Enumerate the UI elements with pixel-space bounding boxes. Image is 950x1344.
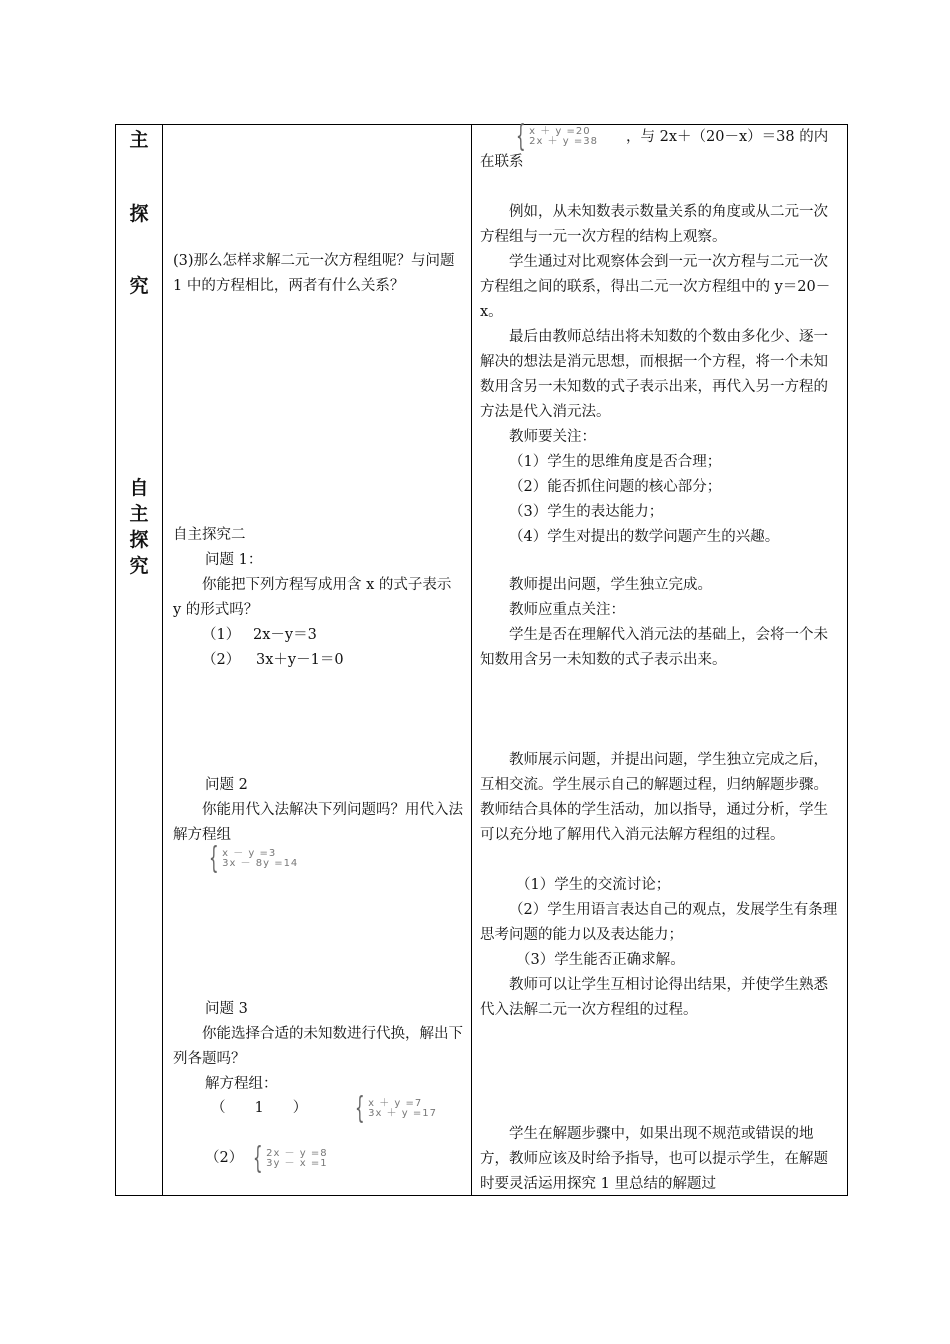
- system-equation: x ＋ y =20: [529, 126, 591, 137]
- paragraph: 教师提出问题，学生独立完成。: [509, 577, 712, 593]
- paragraph: 教师可以让学生互相讨论得出结果，并使学生熟悉代入法解二元一次方程组的过程。: [480, 977, 828, 1018]
- system-equation: 2x － y =8: [266, 1148, 328, 1159]
- equation-system: [355, 1091, 437, 1126]
- problem-3-text: 你能选择合适的未知数进行代换，解出下列各题吗？: [173, 1026, 463, 1067]
- system-equation: 2x ＋ y =38: [529, 136, 598, 147]
- equation-label: （2）: [205, 1150, 244, 1166]
- list-item: （1）学生的交流讨论；: [516, 877, 671, 893]
- paragraph: 学生在解题步骤中，如果出现不规范或错误的地方，教师应该及时给予指导，也可以提示学生，在解题时要灵活运用探究 1 里总结的解题过: [480, 1126, 828, 1192]
- equation-label: （1）: [202, 627, 241, 643]
- brace-icon: {: [516, 119, 526, 154]
- problem-1-title: 问题 1：: [205, 552, 263, 568]
- section-label-char: 究: [129, 555, 149, 577]
- list-item: （3）学生能否正确求解。: [516, 952, 685, 968]
- section-label-char: 主: [129, 129, 149, 151]
- question-column: [173, 125, 463, 1195]
- equation-label: （ 1 ）: [211, 1100, 308, 1116]
- system-equation: x － y =3: [222, 848, 277, 859]
- section-label-char: 自: [129, 477, 149, 499]
- problem-2-title: 问题 2: [205, 777, 248, 793]
- problem-1-text: 你能把下列方程写成用含 x 的式子表示 y 的形式吗？: [173, 577, 452, 618]
- system-equation: 3x － 8y =14: [222, 858, 299, 869]
- paragraph: 学生是否在理解代入消元法的基础上，会将一个未知数用含另一未知数的式子表示出来。: [480, 627, 828, 668]
- section-label-char: 探: [129, 203, 149, 225]
- focus-item: （2）能否抓住问题的核心部分；: [509, 479, 722, 495]
- equation-system: [209, 841, 299, 876]
- section-label-char: 探: [129, 529, 149, 551]
- section-label-char: 究: [129, 275, 149, 297]
- equation-1: 2x－y＝3: [253, 627, 317, 643]
- focus-item: （1）学生的思维角度是否合理；: [509, 454, 722, 470]
- paragraph: 教师应重点关注：: [509, 602, 625, 618]
- brace-icon: {: [253, 1141, 263, 1176]
- problem-2-text: 你能用代入法解决下列问题吗？用代入法解方程组: [173, 802, 463, 843]
- solve-label: 解方程组：: [205, 1076, 278, 1092]
- paragraph: 教师展示问题，并提出问题，学生独立完成之后，互相交流。学生展示自己的解题过程，归纳解题步骤。教师结合具体的学生活动，加以指导，通过分析，学生可以充分地了解用代入消元法解方程组的过程。: [480, 752, 828, 843]
- relation-text: ，与 2x＋（20－x）＝38 的内: [626, 129, 829, 145]
- relation-text: 在联系: [480, 154, 524, 170]
- paragraph: 学生通过对比观察体会到一元一次方程与二元一次方程组之间的联系，得出二元一次方程组中的 y＝20－x。: [480, 254, 831, 320]
- lesson-table: [115, 119, 848, 1196]
- system-equation: 3x ＋ y =17: [368, 1108, 437, 1119]
- equation-label: （2）: [202, 652, 241, 668]
- focus-item: （3）学生的表达能力；: [509, 504, 664, 520]
- system-equation: x ＋ y =7: [368, 1098, 423, 1109]
- section-label-column: [116, 125, 162, 1195]
- system-equation: 3y － x =1: [266, 1158, 328, 1169]
- focus-item: （4）学生对提出的数学问题产生的兴趣。: [509, 529, 780, 545]
- paragraph: 最后由教师总结出将未知数的个数由多化少、逐一解决的想法是消元思想，而根据一个方程，将一个未知数用含另一未知数的式子表示出来，再代入另一方程的方法是代入消元法。: [480, 329, 828, 420]
- equation-system: [253, 1141, 328, 1176]
- question-3-text: (3)那么怎样求解二元一次方程组呢？与问题 1 中的方程相比，两者有什么关系？: [173, 253, 455, 294]
- equation-system: [516, 119, 598, 154]
- paragraph: 例如，从未知数表示数量关系的角度或从二元一次方程组与一元一次方程的结构上观察。: [480, 204, 828, 245]
- problem-3-title: 问题 3: [205, 1001, 248, 1017]
- focus-title: 教师要关注：: [509, 429, 596, 445]
- brace-icon: {: [355, 1091, 365, 1126]
- guidance-column: [480, 119, 842, 1195]
- list-item: （2）学生用语言表达自己的观点，发展学生有条理思考问题的能力以及表达能力；: [480, 902, 838, 943]
- column-divider: [471, 125, 472, 1195]
- column-divider: [162, 125, 163, 1195]
- section-title: 自主探究二: [173, 527, 246, 543]
- brace-icon: {: [209, 841, 219, 876]
- equation-2: 3x＋y－1＝0: [256, 652, 344, 668]
- section-label-char: 主: [129, 503, 149, 525]
